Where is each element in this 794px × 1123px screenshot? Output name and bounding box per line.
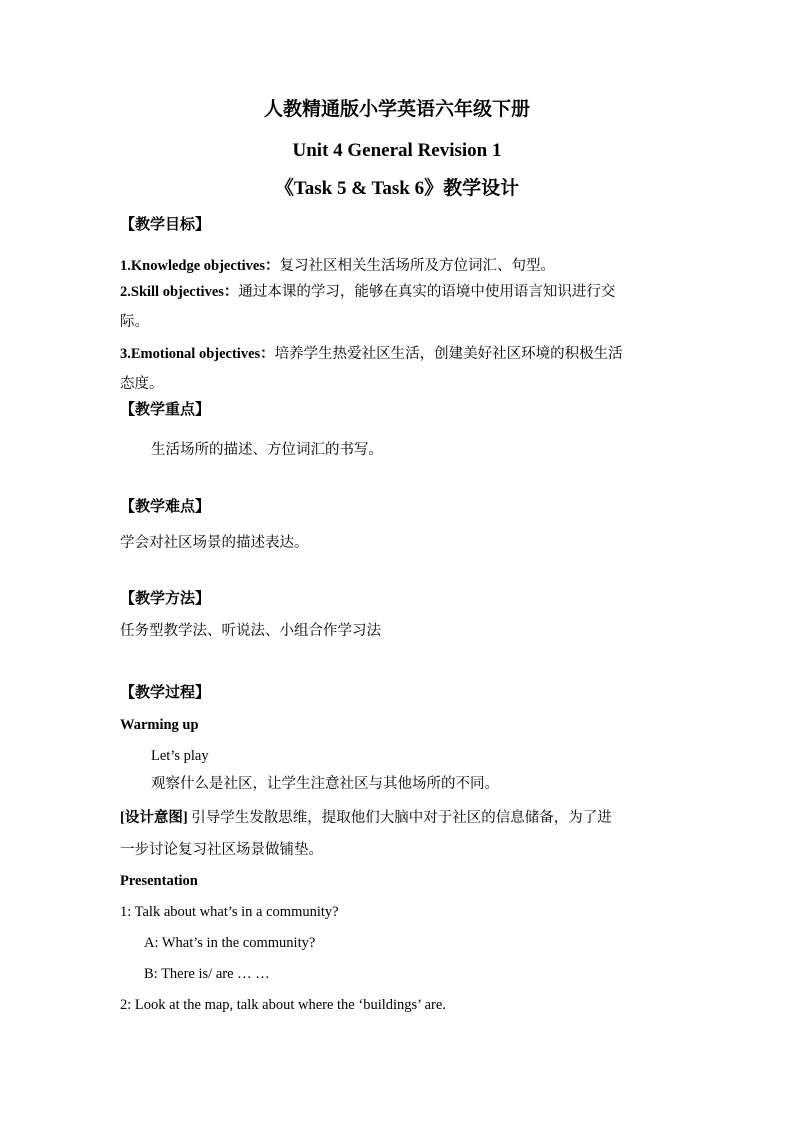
objective-skill-label: 2.Skill objectives：: [120, 284, 239, 300]
design-intent-label: [设计意图]: [120, 810, 188, 826]
objective-emotional: [120, 347, 623, 362]
section-heading-process: 【教学过程】: [120, 685, 211, 701]
doc-subtitle-task: 《Task 5 & Task 6》教学设计: [274, 178, 520, 199]
presentation-item-1-a: A: What’s in the community?: [144, 935, 316, 951]
design-intent: [120, 811, 612, 826]
difficulties-text: 学会对社区场景的描述表达。: [120, 535, 309, 551]
warming-up-label: Warming up: [120, 717, 199, 733]
observe-text: 观察什么是社区，让学生注意社区与其他场所的不同。: [151, 776, 499, 792]
objective-skill: [120, 285, 615, 300]
design-intent-text: 引导学生发散思维，提取他们大脑中对于社区的信息储备，为了进: [187, 810, 612, 826]
objective-skill-text: 通过本课的学习，能够在真实的语境中使用语言知识进行交: [238, 284, 616, 300]
section-heading-methods: 【教学方法】: [120, 591, 211, 607]
design-intent-cont: 一步讨论复习社区场景做铺垫。: [120, 842, 323, 858]
presentation-item-1-b: B: There is/ are … …: [144, 966, 270, 982]
objective-emotional-label: 3.Emotional objectives：: [120, 346, 275, 362]
section-heading-difficulties: 【教学难点】: [120, 499, 211, 515]
presentation-item-2: 2: Look at the map, talk about where the ‘buildings’ are.: [120, 997, 446, 1013]
presentation-label: Presentation: [120, 873, 198, 889]
section-heading-key-points: 【教学重点】: [120, 402, 211, 418]
section-heading-objectives: 【教学目标】: [120, 217, 211, 233]
objective-knowledge-label: 1.Knowledge objectives：: [120, 258, 280, 274]
doc-subtitle-unit: Unit 4 General Revision 1: [292, 140, 502, 161]
objective-emotional-text: 培养学生热爱社区生活，创建美好社区环境的积极生活: [274, 346, 623, 362]
objective-emotional-cont: 态度。: [120, 376, 164, 392]
key-points-text: 生活场所的描述、方位词汇的书写。: [151, 442, 383, 458]
objective-knowledge-text: 复习社区相关生活场所及方位词汇、句型。: [279, 258, 555, 274]
doc-title: 人教精通版小学英语六年级下册: [263, 99, 530, 120]
presentation-item-1: 1: Talk about what’s in a community?: [120, 904, 339, 920]
objective-knowledge: [120, 259, 555, 274]
lets-play-text: Let’s play: [151, 748, 209, 764]
methods-text: 任务型教学法、听说法、小组合作学习法: [120, 623, 381, 639]
objective-skill-cont: 际。: [120, 314, 149, 330]
